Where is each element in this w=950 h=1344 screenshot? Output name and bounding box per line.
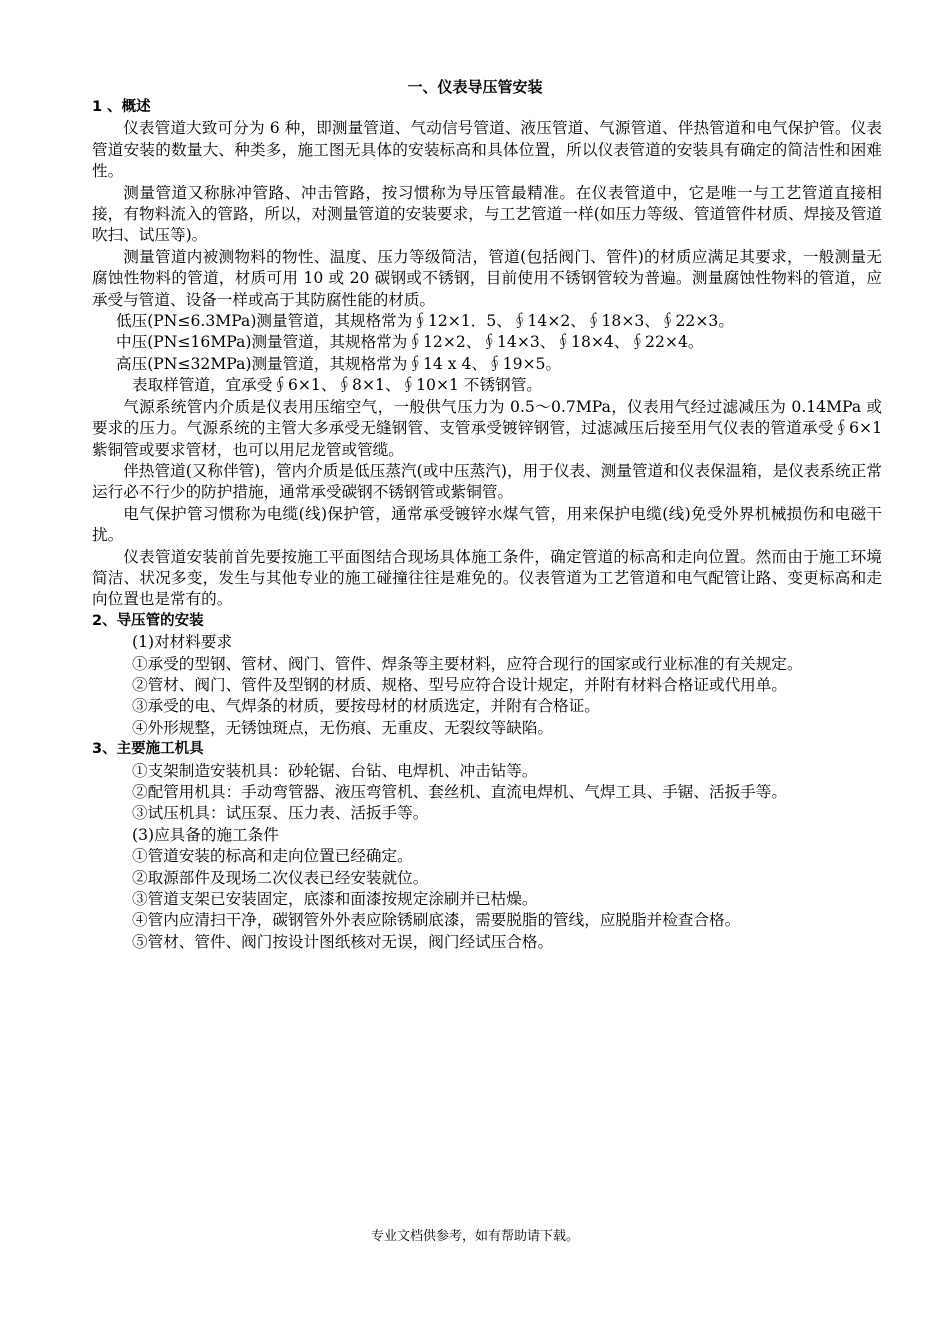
list-item: ③承受的电、气焊条的材质，要按母材的材质选定，并附有合格证。 xyxy=(132,697,600,716)
list-item: ③试压机具：试压泵、压力表、活扳手等。 xyxy=(132,804,429,823)
subheading: (3)应具备的施工条件 xyxy=(132,825,279,844)
list-item: ①支架制造安装机具：砂轮锯、台钻、电焊机、冲击钻等。 xyxy=(132,761,538,780)
list-item: ①承受的型钢、管材、阀门、管件、焊条等主要材料，应符合现行的国家或行业标准的有关规定。 xyxy=(132,654,803,673)
list-item: ⑤管材、管件、阀门按设计图纸核对无误，阀门经试压合格。 xyxy=(132,932,554,951)
section-2-heading: 2、导压管的安装 xyxy=(92,612,204,629)
paragraph: 伴热管道(又称伴管)，管内介质是低压蒸汽(或中压蒸汽)，用于仪表、测量管道和仪表保温箱，是仪表系统正常运行必不行少的防护措施，通常承受碳钢不锈钢管或紫铜管。 xyxy=(92,461,882,502)
list-item: ④管内应清扫干净，碳钢管外外表应除锈刷底漆，需要脱脂的管线，应脱脂并检查合格。 xyxy=(132,911,741,930)
spec-line: 低压(PN≤6.3MPa)测量管道，其规格常为∮12×1．5、∮14×2、∮18×3、∮22×3。 xyxy=(116,312,734,331)
spec-line: 高压(PN≤32MPa)测量管道，其规格常为∮14 x 4、∮19×5。 xyxy=(116,354,562,373)
subheading: (1)对材料要求 xyxy=(132,633,233,652)
list-item: ③管道支架已安装固定，底漆和面漆按规定涂刷并已枯燥。 xyxy=(132,890,538,909)
list-item: ②取源部件及现场二次仪表已经安装就位。 xyxy=(132,868,429,887)
list-item: ④外形规整，无锈蚀斑点，无伤痕、无重皮、无裂纹等缺陷。 xyxy=(132,718,554,737)
paragraph: 气源系统管内介质是仪表用压缩空气，一般供气压力为 0.5～0.7MPa，仪表用气经过滤减压为 0.14MPa 或要求的压力。气源系统的主管大多承受无缝钢管、支管承受镀锌钢管，过滤减压后接至用气仪表的管道承受∮6×1 紫铜管或要求管材，也可以用尼龙管或管缆。 xyxy=(92,397,882,459)
paragraph: 测量管道又称脉冲管路、冲击管路，按习惯称为导压管最精准。在仪表管道中，它是唯一与工艺管道直接相接，有物料流入的管路，所以，对测量管道的安装要求，与工艺管道一样(如压力等级、管道管件材质、焊接及管道吹扫、试压等)。 xyxy=(92,183,882,245)
list-item: ②管材、阀门、管件及型钢的材质、规格、型号应符合设计规定，并附有材料合格证或代用单。 xyxy=(132,675,787,694)
paragraph: 电气保护管习惯称为电缆(线)保护管，通常承受镀锌水煤气管，用来保护电缆(线)免受外界机械损伤和电磁干扰。 xyxy=(92,504,882,545)
spec-line: 表取样管道，宜承受∮6×1、∮8×1、∮10×1 不锈钢管。 xyxy=(132,376,542,395)
page-footer: 专业文档供参考，如有帮助请下载。 xyxy=(370,1229,579,1244)
section-1-heading: 1 、概述 xyxy=(92,99,151,115)
paragraph: 测量管道内被测物料的物性、温度、压力等级简洁，管道(包括阀门、管件)的材质应满足其要求，一般测量无腐蚀性物料的管道，材质可用 10 或 20 碳钢或不锈钢，目前使用不锈钢管较为普遍。测量腐蚀性物料的管道，应承受与管道、设备一样或高于其防腐性能的材质。 xyxy=(92,247,882,309)
list-item: ②配管用机具：手动弯管器、液压弯管机、套丝机、直流电焊机、气焊工具、手锯、活扳手等。 xyxy=(132,783,787,801)
spec-line: 中压(PN≤16MPa)测量管道，其规格常为∮12×2、∮14×3、∮18×4、∮22×4。 xyxy=(116,333,704,352)
list-item: ①管道安装的标高和走向位置已经确定。 xyxy=(132,847,413,866)
section-3-heading: 3、主要施工机具 xyxy=(92,741,204,758)
paragraph: 仪表管道安装前首先要按施工平面图结合现场具体施工条件，确定管道的标高和走向位置。然而由于施工环境简洁、状况多变，发生与其他专业的施工碰撞往往是难免的。仪表管道为工艺管道和电气配管让路、变更标高和走向位置也是常有的。 xyxy=(92,547,882,609)
document-body xyxy=(92,97,882,953)
document-title: 一、仪表导压管安装 xyxy=(407,78,543,96)
paragraph: 仪表管道大致可分为 6 种，即测量管道、气动信号管道、液压管道、气源管道、伴热管道和电气保护管。仪表管道安装的数量大、种类多，施工图无具体的安装标高和具体位置，所以仪表管道的安装具有确定的简洁性和困难性。 xyxy=(92,119,882,181)
